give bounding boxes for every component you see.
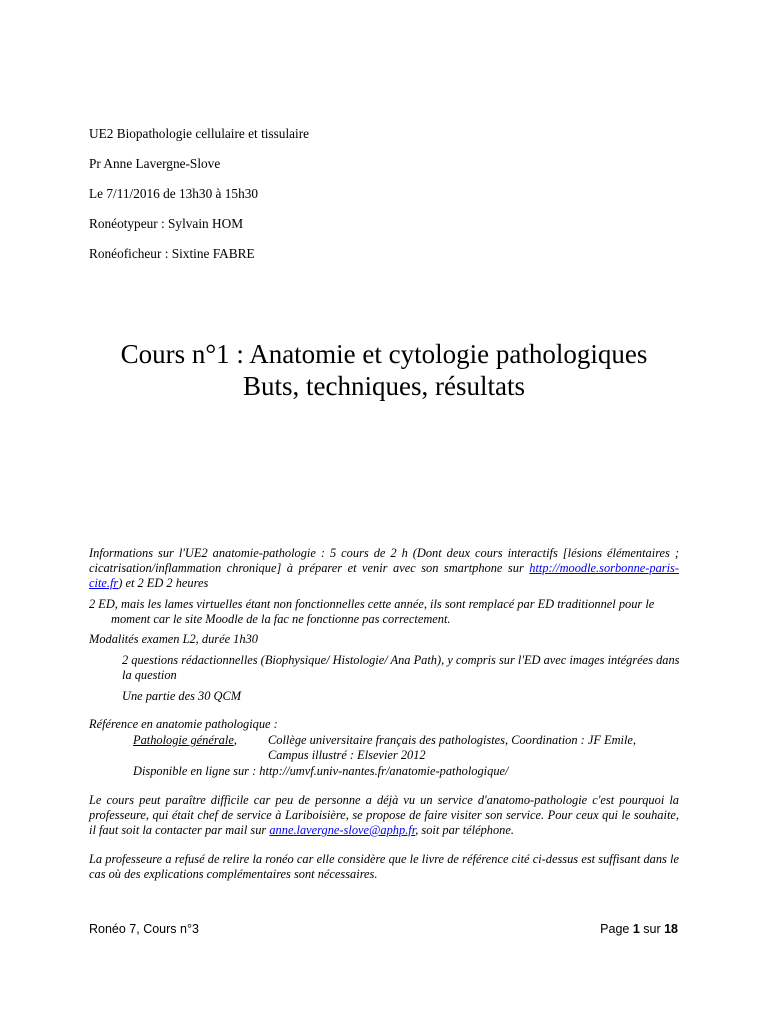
visit-note-text-b: , soit par téléphone.: [415, 823, 514, 837]
professor-name: Pr Anne Lavergne-Slove: [89, 156, 221, 171]
visit-note: [89, 793, 679, 838]
book-title-suffix: ,: [233, 733, 237, 747]
exam-modalities: Modalités examen L2, durée 1h30: [89, 632, 258, 646]
review-note: La professeure a refusé de relire la ronéo car elle considère que le livre de référence cité ci-dessus est suffisant dans le cas où des explications complémentaires sont nécessaires.: [89, 852, 679, 881]
info-text-a: Informations sur l'UE2 anatomie-pathologie : 5 cours de 2 h (Dont deux cours interactifs [lésions élémentaires ; cicatrisation/inflammation chronique] à préparer et venir avec son smartphone sur: [89, 546, 679, 575]
lecture-date: Le 7/11/2016 de 13h30 à 15h30: [89, 186, 259, 201]
book-title: Pathologie générale: [133, 733, 234, 747]
exam-mcq: Une partie des 30 QCM: [122, 689, 242, 703]
online-reference: Disponible en ligne sur : http://umvf.univ-nantes.fr/anatomie-pathologique/: [133, 764, 509, 778]
professor-email-link[interactable]: anne.lavergne-slove@aphp.fr: [269, 823, 416, 837]
course-unit: UE2 Biopathologie cellulaire et tissulaire: [89, 126, 310, 141]
page-middle: sur: [639, 922, 665, 936]
page-prefix: Page: [600, 922, 633, 936]
ed-note-text: 2 ED, mais les lames virtuelles étant non fonctionnelles cette année, ils sont remplacé par ED traditionnel pour le moment car le site Moodle de la fac ne fonctionne pas correctement.: [89, 597, 655, 626]
ed-note: [89, 597, 681, 627]
page-number: [600, 922, 678, 937]
proofreader: Ronéoficheur : Sixtine FABRE: [89, 246, 255, 261]
book-details: Collège universitaire français des pathologistes, Coordination : JF Emile, Campus illustré : Elsevier 2012: [268, 733, 637, 762]
page-total: 18: [664, 922, 678, 936]
page-current: 1: [632, 922, 640, 936]
moodle-link[interactable]: http://moodle.sorbonne-paris-cite.fr: [89, 561, 679, 590]
reference-heading: Référence en anatomie pathologique :: [89, 717, 278, 731]
exam-questions: 2 questions rédactionnelles (Biophysique/ Histologie/ Ana Path), y compris sur l'ED avec images intégrées dans la question: [122, 653, 680, 682]
typist: Ronéotypeur : Sylvain HOM: [89, 216, 244, 231]
page-subtitle: Buts, techniques, résultats: [243, 371, 525, 401]
footer-left: Ronéo 7, Cours n°3: [89, 922, 199, 936]
info-paragraph: [89, 546, 679, 591]
visit-note-text-a: Le cours peut paraître difficile car peu de personne a déjà vu un service d'anatomo-pathologie c'est pourquoi la professeure, qui était chef de service à Lariboisière, se propose de faire visiter son service. Pour ceux qui le souhaite, il faut soit la contacter par mail sur: [89, 793, 679, 837]
page-title: Cours n°1 : Anatomie et cytologie pathologiques: [120, 339, 648, 369]
info-text-b: ) et 2 ED 2 heures: [118, 576, 209, 590]
